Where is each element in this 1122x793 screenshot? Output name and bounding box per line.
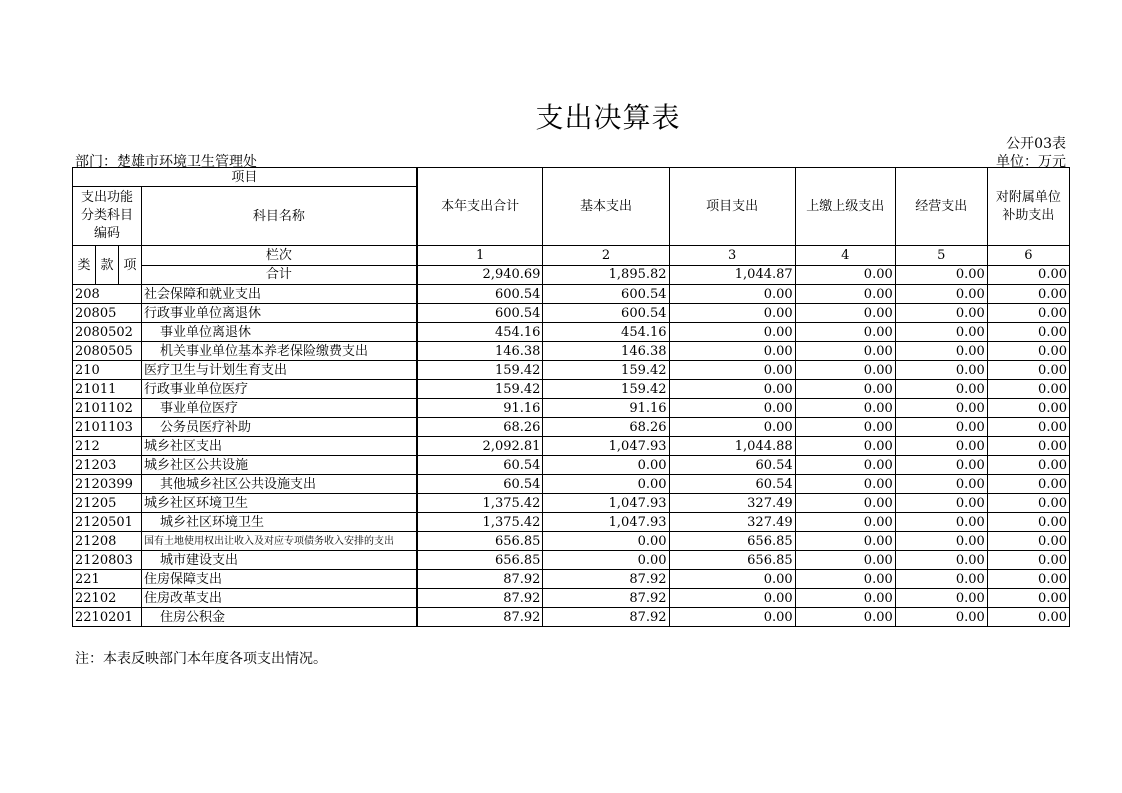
unit-label: 单位：万元 bbox=[996, 154, 1066, 170]
header-lei: 类 bbox=[73, 246, 96, 285]
row-project: 327.49 bbox=[669, 494, 795, 513]
row-remit: 0.00 bbox=[795, 551, 895, 570]
table-row bbox=[73, 437, 1070, 456]
row-total: 454.16 bbox=[417, 323, 543, 342]
row-business: 0.00 bbox=[895, 323, 987, 342]
row-basic: 0.00 bbox=[543, 456, 669, 475]
row-basic: 0.00 bbox=[543, 532, 669, 551]
row-subsidy: 0.00 bbox=[987, 285, 1069, 304]
row-subject-name: 国有土地使用权出让收入及对应专项债务收入安排的支出 bbox=[142, 532, 417, 551]
row-subject-name: 城乡社区环境卫生 bbox=[142, 513, 417, 532]
row-project: 0.00 bbox=[669, 361, 795, 380]
row-basic: 0.00 bbox=[543, 551, 669, 570]
table-row bbox=[73, 551, 1070, 570]
row-total: 87.92 bbox=[417, 570, 543, 589]
row-remit: 0.00 bbox=[795, 342, 895, 361]
footnote: 注：本表反映部门本年度各项支出情况。 bbox=[75, 651, 327, 667]
row-total: 1,375.42 bbox=[417, 494, 543, 513]
total-c1: 2,940.69 bbox=[417, 265, 543, 285]
row-project: 0.00 bbox=[669, 342, 795, 361]
row-project: 60.54 bbox=[669, 456, 795, 475]
row-total: 600.54 bbox=[417, 304, 543, 323]
row-subject-name: 机关事业单位基本养老保险缴费支出 bbox=[142, 342, 417, 361]
row-subject-name: 城乡社区公共设施 bbox=[142, 456, 417, 475]
row-subsidy: 0.00 bbox=[987, 532, 1069, 551]
row-code: 2080505 bbox=[73, 342, 142, 361]
row-basic: 0.00 bbox=[543, 475, 669, 494]
row-remit: 0.00 bbox=[795, 323, 895, 342]
row-business: 0.00 bbox=[895, 513, 987, 532]
row-business: 0.00 bbox=[895, 475, 987, 494]
row-total: 159.42 bbox=[417, 361, 543, 380]
col-num-6: 6 bbox=[987, 246, 1069, 266]
row-remit: 0.00 bbox=[795, 304, 895, 323]
row-project: 0.00 bbox=[669, 304, 795, 323]
row-project: 0.00 bbox=[669, 380, 795, 399]
row-subsidy: 0.00 bbox=[987, 342, 1069, 361]
row-total: 60.54 bbox=[417, 475, 543, 494]
row-code: 2210201 bbox=[73, 608, 142, 627]
header-subsidy: 对附属单位补助支出 bbox=[987, 168, 1069, 246]
row-basic: 1,047.93 bbox=[543, 513, 669, 532]
table-row bbox=[73, 475, 1070, 494]
row-remit: 0.00 bbox=[795, 418, 895, 437]
row-code: 21205 bbox=[73, 494, 142, 513]
row-business: 0.00 bbox=[895, 570, 987, 589]
row-code: 212 bbox=[73, 437, 142, 456]
row-total: 68.26 bbox=[417, 418, 543, 437]
row-remit: 0.00 bbox=[795, 513, 895, 532]
row-subject-name: 行政事业单位医疗 bbox=[142, 380, 417, 399]
table-row bbox=[73, 285, 1070, 304]
total-label: 合计 bbox=[142, 265, 417, 285]
table-row bbox=[73, 418, 1070, 437]
row-project: 0.00 bbox=[669, 589, 795, 608]
row-remit: 0.00 bbox=[795, 456, 895, 475]
row-subject-name: 住房改革支出 bbox=[142, 589, 417, 608]
row-project: 1,044.88 bbox=[669, 437, 795, 456]
row-subsidy: 0.00 bbox=[987, 494, 1069, 513]
row-basic: 146.38 bbox=[543, 342, 669, 361]
row-business: 0.00 bbox=[895, 399, 987, 418]
header-basic: 基本支出 bbox=[543, 168, 669, 246]
row-code: 21203 bbox=[73, 456, 142, 475]
row-project: 0.00 bbox=[669, 418, 795, 437]
row-code: 2120399 bbox=[73, 475, 142, 494]
table-row bbox=[73, 380, 1070, 399]
total-c5: 0.00 bbox=[895, 265, 987, 285]
row-code: 2080502 bbox=[73, 323, 142, 342]
row-subsidy: 0.00 bbox=[987, 304, 1069, 323]
row-project: 656.85 bbox=[669, 551, 795, 570]
header-project: 项目支出 bbox=[669, 168, 795, 246]
row-basic: 91.16 bbox=[543, 399, 669, 418]
header-remit: 上缴上级支出 bbox=[795, 168, 895, 246]
row-subsidy: 0.00 bbox=[987, 475, 1069, 494]
row-total: 91.16 bbox=[417, 399, 543, 418]
header-subject-name: 科目名称 bbox=[142, 187, 417, 246]
row-basic: 454.16 bbox=[543, 323, 669, 342]
row-subject-name: 城市建设支出 bbox=[142, 551, 417, 570]
row-business: 0.00 bbox=[895, 551, 987, 570]
header-kuan: 款 bbox=[96, 246, 119, 285]
row-total: 656.85 bbox=[417, 532, 543, 551]
row-business: 0.00 bbox=[895, 437, 987, 456]
row-remit: 0.00 bbox=[795, 475, 895, 494]
row-subject-name: 行政事业单位离退休 bbox=[142, 304, 417, 323]
table-row bbox=[73, 456, 1070, 475]
header-item: 项目 bbox=[73, 168, 417, 187]
table-row bbox=[73, 513, 1070, 532]
header-total: 本年支出合计 bbox=[417, 168, 543, 246]
row-code: 2120501 bbox=[73, 513, 142, 532]
row-code: 221 bbox=[73, 570, 142, 589]
header-xiang: 项 bbox=[119, 246, 142, 285]
row-basic: 87.92 bbox=[543, 570, 669, 589]
total-row bbox=[73, 265, 1070, 285]
row-business: 0.00 bbox=[895, 418, 987, 437]
col-num-4: 4 bbox=[795, 246, 895, 266]
row-subject-name: 事业单位离退休 bbox=[142, 323, 417, 342]
row-subject-name: 城乡社区支出 bbox=[142, 437, 417, 456]
row-subject-name: 城乡社区环境卫生 bbox=[142, 494, 417, 513]
row-total: 87.92 bbox=[417, 608, 543, 627]
table-row bbox=[73, 361, 1070, 380]
row-project: 656.85 bbox=[669, 532, 795, 551]
header-func-code: 支出功能分类科目编码 bbox=[73, 187, 142, 246]
row-subject-name: 公务员医疗补助 bbox=[142, 418, 417, 437]
row-code: 20805 bbox=[73, 304, 142, 323]
row-business: 0.00 bbox=[895, 456, 987, 475]
row-total: 1,375.42 bbox=[417, 513, 543, 532]
row-subsidy: 0.00 bbox=[987, 456, 1069, 475]
row-basic: 600.54 bbox=[543, 304, 669, 323]
total-c2: 1,895.82 bbox=[543, 265, 669, 285]
row-subsidy: 0.00 bbox=[987, 380, 1069, 399]
row-remit: 0.00 bbox=[795, 570, 895, 589]
table-row bbox=[73, 570, 1070, 589]
row-business: 0.00 bbox=[895, 494, 987, 513]
row-total: 159.42 bbox=[417, 380, 543, 399]
row-subject-name: 住房公积金 bbox=[142, 608, 417, 627]
row-code: 21011 bbox=[73, 380, 142, 399]
header-business: 经营支出 bbox=[895, 168, 987, 246]
row-code: 208 bbox=[73, 285, 142, 304]
row-business: 0.00 bbox=[895, 380, 987, 399]
page-title: 支出决算表 bbox=[535, 101, 681, 134]
form-code: 公开03表 bbox=[1006, 136, 1066, 152]
row-subsidy: 0.00 bbox=[987, 551, 1069, 570]
row-code: 2120803 bbox=[73, 551, 142, 570]
row-basic: 1,047.93 bbox=[543, 437, 669, 456]
row-code: 2101102 bbox=[73, 399, 142, 418]
row-remit: 0.00 bbox=[795, 532, 895, 551]
row-total: 146.38 bbox=[417, 342, 543, 361]
row-basic: 159.42 bbox=[543, 361, 669, 380]
row-subject-name: 社会保障和就业支出 bbox=[142, 285, 417, 304]
table-row bbox=[73, 342, 1070, 361]
row-remit: 0.00 bbox=[795, 361, 895, 380]
row-business: 0.00 bbox=[895, 342, 987, 361]
row-remit: 0.00 bbox=[795, 437, 895, 456]
row-remit: 0.00 bbox=[795, 285, 895, 304]
row-code: 21208 bbox=[73, 532, 142, 551]
row-subsidy: 0.00 bbox=[987, 570, 1069, 589]
table-row bbox=[73, 532, 1070, 551]
row-subject-name: 住房保障支出 bbox=[142, 570, 417, 589]
col-num-5: 5 bbox=[895, 246, 987, 266]
row-total: 2,092.81 bbox=[417, 437, 543, 456]
row-subsidy: 0.00 bbox=[987, 399, 1069, 418]
row-project: 0.00 bbox=[669, 285, 795, 304]
col-num-1: 1 bbox=[417, 246, 543, 266]
total-c6: 0.00 bbox=[987, 265, 1069, 285]
row-code: 210 bbox=[73, 361, 142, 380]
table-row bbox=[73, 608, 1070, 627]
table-row bbox=[73, 494, 1070, 513]
expenditure-table bbox=[72, 167, 1070, 627]
row-subsidy: 0.00 bbox=[987, 589, 1069, 608]
row-project: 60.54 bbox=[669, 475, 795, 494]
row-business: 0.00 bbox=[895, 361, 987, 380]
row-total: 656.85 bbox=[417, 551, 543, 570]
row-subsidy: 0.00 bbox=[987, 608, 1069, 627]
row-basic: 600.54 bbox=[543, 285, 669, 304]
row-basic: 159.42 bbox=[543, 380, 669, 399]
row-total: 87.92 bbox=[417, 589, 543, 608]
row-total: 600.54 bbox=[417, 285, 543, 304]
row-business: 0.00 bbox=[895, 285, 987, 304]
col-num-2: 2 bbox=[543, 246, 669, 266]
table-row bbox=[73, 399, 1070, 418]
row-total: 60.54 bbox=[417, 456, 543, 475]
row-code: 22102 bbox=[73, 589, 142, 608]
row-subsidy: 0.00 bbox=[987, 418, 1069, 437]
row-remit: 0.00 bbox=[795, 589, 895, 608]
row-remit: 0.00 bbox=[795, 494, 895, 513]
row-project: 0.00 bbox=[669, 399, 795, 418]
row-subsidy: 0.00 bbox=[987, 437, 1069, 456]
row-basic: 1,047.93 bbox=[543, 494, 669, 513]
row-basic: 68.26 bbox=[543, 418, 669, 437]
row-subject-name: 事业单位医疗 bbox=[142, 399, 417, 418]
row-basic: 87.92 bbox=[543, 608, 669, 627]
row-basic: 87.92 bbox=[543, 589, 669, 608]
row-project: 0.00 bbox=[669, 570, 795, 589]
row-business: 0.00 bbox=[895, 608, 987, 627]
row-project: 0.00 bbox=[669, 323, 795, 342]
row-subsidy: 0.00 bbox=[987, 361, 1069, 380]
row-project: 327.49 bbox=[669, 513, 795, 532]
row-subsidy: 0.00 bbox=[987, 513, 1069, 532]
row-remit: 0.00 bbox=[795, 608, 895, 627]
total-c3: 1,044.87 bbox=[669, 265, 795, 285]
row-subject-name: 其他城乡社区公共设施支出 bbox=[142, 475, 417, 494]
row-remit: 0.00 bbox=[795, 399, 895, 418]
department-label: 部门：楚雄市环境卫生管理处 bbox=[75, 154, 257, 170]
row-subject-name: 医疗卫生与计划生育支出 bbox=[142, 361, 417, 380]
row-subsidy: 0.00 bbox=[987, 323, 1069, 342]
table-row bbox=[73, 304, 1070, 323]
row-business: 0.00 bbox=[895, 589, 987, 608]
row-code: 2101103 bbox=[73, 418, 142, 437]
table-row bbox=[73, 323, 1070, 342]
row-project: 0.00 bbox=[669, 608, 795, 627]
table-row bbox=[73, 589, 1070, 608]
row-remit: 0.00 bbox=[795, 380, 895, 399]
row-business: 0.00 bbox=[895, 304, 987, 323]
total-c4: 0.00 bbox=[795, 265, 895, 285]
row-business: 0.00 bbox=[895, 532, 987, 551]
col-num-3: 3 bbox=[669, 246, 795, 266]
header-lanci: 栏次 bbox=[142, 246, 417, 266]
